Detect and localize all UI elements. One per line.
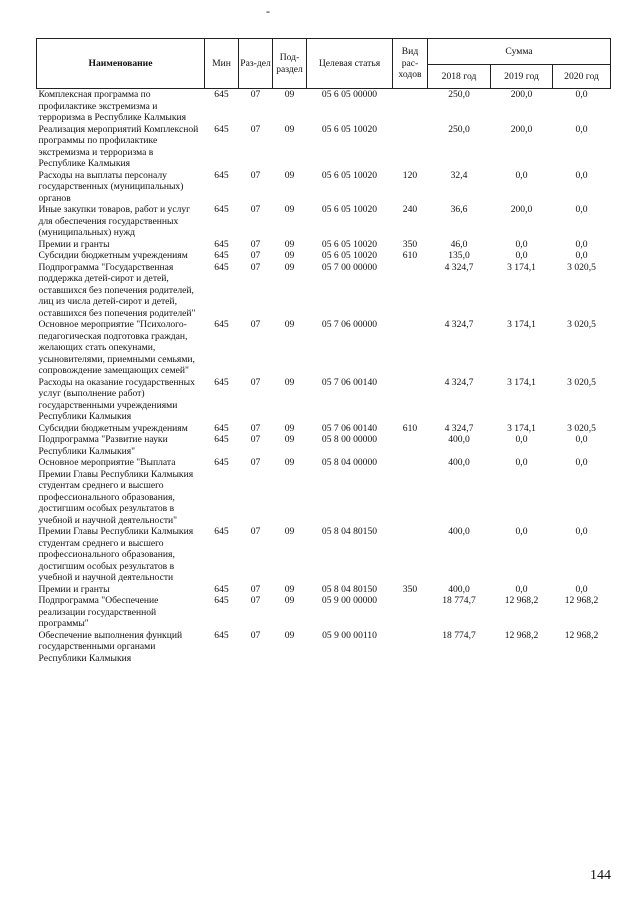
cell-vid: 610 bbox=[402, 250, 418, 261]
cell-podrazdel: 09 bbox=[284, 250, 295, 261]
cell-podrazdel: 09 bbox=[284, 169, 295, 181]
cell-target: 05 8 04 00000 bbox=[321, 457, 378, 468]
cell-podrazdel: 09 bbox=[284, 457, 295, 468]
cell-name: Обеспечение выполнения функций государственными органами Республики Калмыкия bbox=[38, 629, 183, 664]
cell-2018: 18 774,7 bbox=[442, 629, 476, 641]
cell-2019: 0,0 bbox=[515, 526, 528, 537]
cell-2018: 36,6 bbox=[450, 204, 468, 215]
cell-min: 645 bbox=[214, 250, 229, 261]
cell-target: 05 6 05 10020 bbox=[321, 250, 378, 261]
header-summa: Сумма bbox=[428, 39, 611, 65]
cell-target: 05 7 00 00000 bbox=[321, 261, 378, 273]
cell-razdel: 07 bbox=[250, 89, 261, 100]
header-target: Целевая статья bbox=[307, 39, 393, 89]
cell-2018: 46,0 bbox=[450, 238, 468, 250]
page-number: 144 bbox=[590, 868, 611, 883]
cell-2020: 12 968,2 bbox=[564, 595, 599, 606]
cell-vid: 610 bbox=[402, 422, 418, 434]
cell-min: 645 bbox=[214, 457, 229, 468]
table-row bbox=[37, 457, 611, 526]
cell-name: Расходы на выплаты персоналу государственных (муниципальных) органов bbox=[38, 169, 184, 204]
cell-name: Субсидии бюджетным учреждениям bbox=[38, 422, 188, 434]
cell-podrazdel: 09 bbox=[284, 204, 295, 215]
cell-min: 645 bbox=[214, 629, 229, 641]
cell-razdel: 07 bbox=[250, 169, 261, 181]
cell-podrazdel: 09 bbox=[284, 629, 295, 641]
cell-podrazdel: 09 bbox=[284, 434, 295, 445]
cell-min: 645 bbox=[214, 238, 229, 250]
cell-vid bbox=[393, 89, 428, 124]
header-2018: 2018 год bbox=[428, 65, 491, 89]
table-row bbox=[37, 250, 611, 262]
cell-min: 645 bbox=[214, 319, 229, 330]
cell-2019: 0,0 bbox=[515, 583, 528, 595]
cell-2018: 18 774,7 bbox=[442, 595, 476, 606]
cell-razdel: 07 bbox=[250, 422, 261, 434]
cell-name: Реализация мероприятий Комплексной программы по профилактике экстремизма и терроризма в Республике Калмыкия bbox=[38, 123, 199, 169]
header-2019: 2019 год bbox=[491, 65, 553, 89]
table-row bbox=[37, 262, 611, 320]
cell-name: Комплексная программа по профилактике экстремизма и терроризма в Республике Калмыкия bbox=[38, 89, 187, 123]
table-row bbox=[37, 595, 611, 630]
cell-name: Премии и гранты bbox=[38, 238, 110, 250]
table-row bbox=[37, 204, 611, 239]
cell-2020: 0,0 bbox=[575, 526, 588, 537]
cell-vid bbox=[393, 457, 428, 526]
cell-target: 05 6 05 00000 bbox=[321, 89, 378, 100]
cell-2018: 135,0 bbox=[448, 250, 470, 261]
table-header bbox=[37, 39, 611, 89]
cell-razdel: 07 bbox=[250, 238, 261, 250]
table-row bbox=[37, 239, 611, 251]
cell-min: 645 bbox=[214, 526, 229, 537]
cell-2019: 3 174,1 bbox=[507, 261, 536, 273]
cell-2018: 400,0 bbox=[448, 457, 470, 468]
cell-podrazdel: 09 bbox=[284, 595, 295, 606]
budget-table bbox=[36, 38, 611, 664]
cell-razdel: 07 bbox=[250, 319, 261, 330]
cell-podrazdel: 09 bbox=[284, 123, 295, 135]
cell-2019: 200,0 bbox=[510, 204, 533, 215]
cell-razdel: 07 bbox=[250, 526, 261, 537]
table-row bbox=[37, 434, 611, 457]
table-row bbox=[37, 170, 611, 205]
cell-min: 645 bbox=[214, 89, 229, 100]
cell-2019: 0,0 bbox=[515, 434, 528, 445]
header-min: Мин bbox=[205, 39, 239, 89]
cell-podrazdel: 09 bbox=[284, 261, 295, 273]
cell-name: Премии Главы Республики Калмыкия студентам среднего и высшего профессионального образования, достигшим особых результатов в учебной и научной деятельности bbox=[38, 526, 194, 583]
cell-podrazdel: 09 bbox=[284, 526, 295, 537]
table-row bbox=[37, 89, 611, 124]
cell-name: Подпрограмма "Обеспечение реализации государственной программы" bbox=[38, 595, 159, 629]
cell-2018: 4 324,7 bbox=[444, 422, 474, 434]
cell-2019: 0,0 bbox=[515, 250, 528, 261]
cell-min: 645 bbox=[214, 422, 229, 434]
cell-razdel: 07 bbox=[250, 595, 261, 606]
table-row bbox=[37, 630, 611, 665]
cell-razdel: 07 bbox=[250, 434, 261, 445]
cell-2019: 3 174,1 bbox=[507, 376, 536, 388]
cell-2020: 0,0 bbox=[575, 169, 588, 181]
cell-vid: 350 bbox=[402, 583, 418, 595]
header-name: Наименование bbox=[37, 39, 205, 89]
cell-target: 05 6 05 10020 bbox=[321, 204, 378, 215]
cell-target: 05 7 06 00140 bbox=[321, 376, 378, 388]
cell-razdel: 07 bbox=[250, 261, 261, 273]
cell-vid bbox=[393, 630, 428, 665]
cell-min: 645 bbox=[214, 434, 229, 445]
cell-2019: 12 968,2 bbox=[504, 595, 539, 606]
table-row bbox=[37, 377, 611, 423]
cell-min: 645 bbox=[214, 169, 229, 181]
cell-target: 05 9 00 00000 bbox=[321, 595, 378, 606]
cell-vid: 240 bbox=[402, 204, 418, 215]
cell-2019: 200,0 bbox=[510, 89, 533, 100]
table-row bbox=[37, 319, 611, 377]
header-2020: 2020 год bbox=[553, 65, 611, 89]
cell-target: 05 6 05 10020 bbox=[321, 169, 378, 181]
cell-2020: 3 020,5 bbox=[567, 319, 596, 330]
cell-target: 05 6 05 10020 bbox=[321, 123, 378, 135]
cell-target: 05 8 00 00000 bbox=[321, 434, 378, 445]
cell-2019: 200,0 bbox=[510, 123, 533, 135]
cell-vid bbox=[393, 124, 428, 170]
table-row bbox=[37, 584, 611, 596]
cell-2020: 0,0 bbox=[575, 204, 588, 215]
header-razdel: Раз-дел bbox=[239, 39, 273, 89]
cell-min: 645 bbox=[214, 376, 229, 388]
cell-razdel: 07 bbox=[250, 123, 261, 135]
cell-target: 05 7 06 00000 bbox=[321, 319, 378, 330]
cell-2020: 0,0 bbox=[575, 583, 588, 595]
cell-2020: 0,0 bbox=[575, 457, 588, 468]
top-mark: - bbox=[266, 4, 270, 18]
cell-name: Подпрограмма "Государственная поддержка детей-сирот и детей, оставшихся без попечения родителей, лиц из числа детей-сирот и детей, оставшихся без попечения родителей" bbox=[38, 261, 196, 319]
cell-2020: 3 020,5 bbox=[567, 422, 596, 434]
cell-name: Основное мероприятие "Психолого-педагогическая подготовка граждан, желающих стать опекунами, усыновителями, приемными семьями, сопровождение замещающих семей" bbox=[38, 319, 195, 376]
cell-vid bbox=[393, 595, 428, 630]
cell-target: 05 9 00 00110 bbox=[322, 629, 377, 641]
header-vid: Вид рас-ходов bbox=[393, 39, 428, 89]
cell-vid: 350 bbox=[402, 238, 418, 250]
table-row bbox=[37, 526, 611, 584]
cell-2020: 0,0 bbox=[575, 89, 588, 100]
cell-podrazdel: 09 bbox=[284, 583, 295, 595]
cell-2018: 250,0 bbox=[448, 123, 470, 135]
cell-2018: 4 324,7 bbox=[444, 319, 474, 330]
cell-2020: 0,0 bbox=[575, 238, 588, 250]
cell-podrazdel: 09 bbox=[284, 238, 295, 250]
cell-min: 645 bbox=[214, 204, 229, 215]
cell-2018: 400,0 bbox=[448, 434, 470, 445]
cell-2019: 0,0 bbox=[515, 457, 528, 468]
cell-target: 05 7 06 00140 bbox=[321, 422, 378, 434]
cell-2020: 12 968,2 bbox=[564, 629, 599, 641]
cell-razdel: 07 bbox=[250, 583, 261, 595]
cell-target: 05 8 04 80150 bbox=[321, 583, 378, 595]
cell-2019: 3 174,1 bbox=[507, 319, 536, 330]
cell-vid: 120 bbox=[402, 169, 418, 181]
cell-name: Субсидии бюджетным учреждениям bbox=[38, 250, 188, 261]
table-row bbox=[37, 423, 611, 435]
cell-2018: 4 324,7 bbox=[444, 376, 474, 388]
cell-2018: 32,4 bbox=[450, 169, 468, 181]
cell-vid bbox=[393, 377, 428, 423]
cell-2019: 12 968,2 bbox=[504, 629, 539, 641]
cell-min: 645 bbox=[214, 123, 229, 135]
cell-min: 645 bbox=[214, 261, 229, 273]
cell-vid bbox=[393, 319, 428, 377]
cell-vid bbox=[393, 434, 428, 457]
cell-podrazdel: 09 bbox=[284, 319, 295, 330]
cell-2018: 250,0 bbox=[448, 89, 470, 100]
cell-2020: 3 020,5 bbox=[567, 376, 596, 388]
cell-podrazdel: 09 bbox=[284, 422, 295, 434]
cell-vid bbox=[393, 262, 428, 320]
cell-razdel: 07 bbox=[250, 376, 261, 388]
cell-min: 645 bbox=[214, 595, 229, 606]
cell-vid bbox=[393, 526, 428, 584]
cell-2018: 400,0 bbox=[448, 583, 470, 595]
cell-2018: 400,0 bbox=[448, 526, 470, 537]
cell-2018: 4 324,7 bbox=[444, 261, 474, 273]
cell-podrazdel: 09 bbox=[284, 376, 295, 388]
cell-name: Расходы на оказание государственных услуг (выполнение работ) государственными учреждениями Республики Калмыкия bbox=[38, 376, 195, 422]
header-podrazdel: Под-раздел bbox=[273, 39, 307, 89]
cell-min: 645 bbox=[214, 583, 229, 595]
cell-2020: 0,0 bbox=[575, 250, 588, 261]
table-row bbox=[37, 124, 611, 170]
cell-2019: 0,0 bbox=[515, 238, 528, 250]
cell-podrazdel: 09 bbox=[284, 89, 295, 100]
cell-razdel: 07 bbox=[250, 204, 261, 215]
cell-razdel: 07 bbox=[250, 250, 261, 261]
cell-2020: 3 020,5 bbox=[567, 261, 596, 273]
cell-name: Основное мероприятие "Выплата Премии Главы Республики Калмыкия студентам среднего и высшего профессионального образования, достигшим особых результатов в учебной и научной деятельности" bbox=[38, 457, 194, 526]
cell-2020: 0,0 bbox=[575, 123, 588, 135]
cell-name: Подпрограмма "Развитие науки Республики Калмыкия" bbox=[38, 434, 168, 457]
cell-target: 05 6 05 10020 bbox=[321, 238, 378, 250]
cell-target: 05 8 04 80150 bbox=[321, 526, 378, 537]
cell-name: Премии и гранты bbox=[38, 583, 110, 595]
cell-2019: 3 174,1 bbox=[507, 422, 536, 434]
cell-razdel: 07 bbox=[250, 457, 261, 468]
table-body bbox=[37, 89, 611, 665]
cell-2020: 0,0 bbox=[575, 434, 588, 445]
cell-name: Иные закупки товаров, работ и услуг для обеспечения государственных (муниципальных) нужд bbox=[38, 204, 191, 238]
cell-2019: 0,0 bbox=[515, 169, 528, 181]
cell-razdel: 07 bbox=[250, 629, 261, 641]
